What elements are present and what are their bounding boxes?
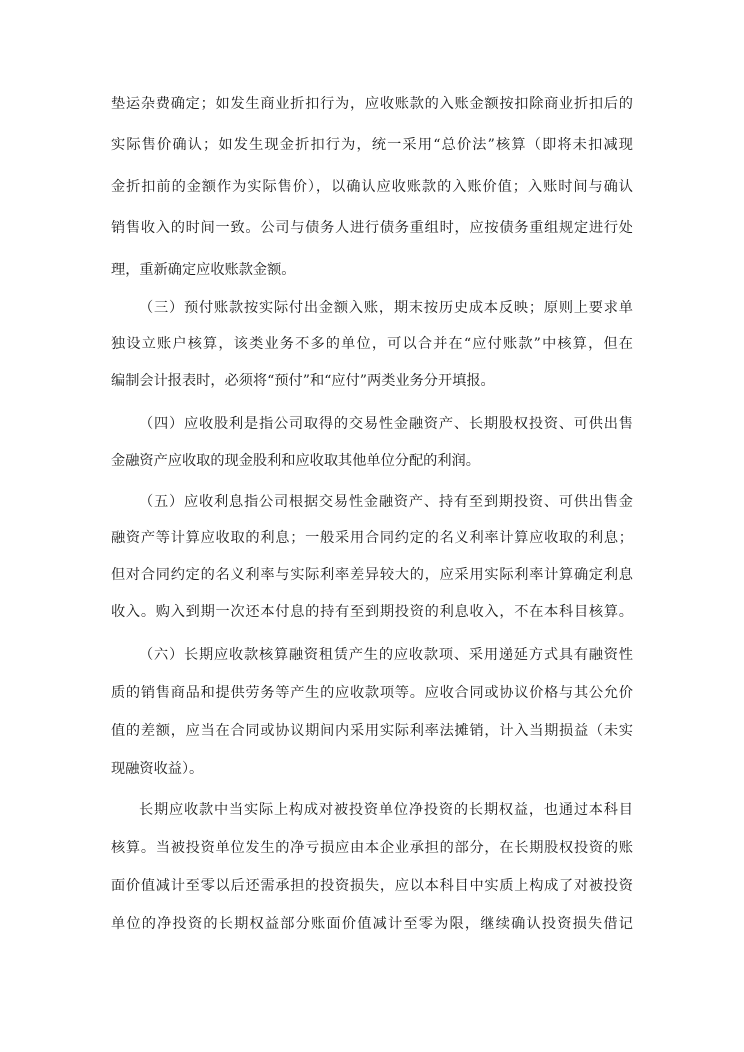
paragraph-line: 长期应收款中当实际上构成对被投资单位净投资的长期权益，也通过本科目 <box>139 802 633 818</box>
paragraph-line: 收入。购入到期一次还本付息的持有至到期投资的利息收入，不在本科目核算。 <box>111 604 633 620</box>
paragraph-line: 现融资收益）。 <box>111 761 204 777</box>
paragraph-line: （五）应收利息指公司根据交易性金融资产、持有至到期投资、可供出售金 <box>139 494 633 510</box>
paragraph-line: 但对合同约定的名义利率与实际利率差异较大的，应采用实际利率计算确定利息 <box>111 567 633 583</box>
paragraph-line: 实际售价确认；如发生现金折扣行为，统一采用“总价法”核算（即将未扣减现 <box>111 137 633 153</box>
paragraph-line: 质的销售商品和提供劳务等产生的应收款项等。应收合同或协议价格与其公允价 <box>111 685 633 701</box>
paragraph-line: 编制会计报表时，必须将“预付”和“应付”两类业务分开填报。 <box>111 373 495 389</box>
paragraph-line: （四）应收股利是指公司取得的交易性金融资产、长期股权投资、可供出售 <box>139 416 633 432</box>
paragraph-line: 单位的净投资的长期权益部分账面价值减计至零为限，继续确认投资损失借记 <box>111 916 633 932</box>
paragraph-line: 融资产等计算应收取的利息；一般采用合同约定的名义利率计算应收取的利息； <box>111 530 633 546</box>
paragraph-line: （三）预付账款按实际付出金额入账，期末按历史成本反映；原则上要求单 <box>139 300 633 316</box>
paragraph-line: 金折扣前的金额作为实际售价），以确认应收账款的入账价值；入账时间与确认 <box>111 179 633 195</box>
paragraph-line: 销售收入的时间一致。公司与债务人进行债务重组时，应按债务重组规定进行处 <box>111 220 633 236</box>
paragraph-line: 金融资产应收取的现金股利和应收取其他单位分配的利润。 <box>111 453 480 469</box>
paragraph-line: 理，重新确定应收账款金额。 <box>111 262 296 278</box>
paragraph-line: 面价值减计至零以后还需承担的投资损失，应以本科目中实质上构成了对被投资 <box>111 878 633 894</box>
paragraph-line: 独设立账户核算，该类业务不多的单位，可以合并在“应付账款”中核算，但在 <box>111 336 633 352</box>
paragraph-line: 值的差额，应当在合同或协议期间内采用实际利率法摊销，计入当期损益（未实 <box>111 723 633 739</box>
paragraph-line: 核算。当被投资单位发生的净亏损应由本企业承担的部分，在长期股权投资的账 <box>111 840 633 856</box>
paragraph-line: 垫运杂费确定；如发生商业折扣行为，应收账款的入账金额按扣除商业折扣后的 <box>111 96 633 112</box>
paragraph-line: （六）长期应收款核算融资租赁产生的应收款项、采用递延方式具有融资性 <box>139 647 633 663</box>
